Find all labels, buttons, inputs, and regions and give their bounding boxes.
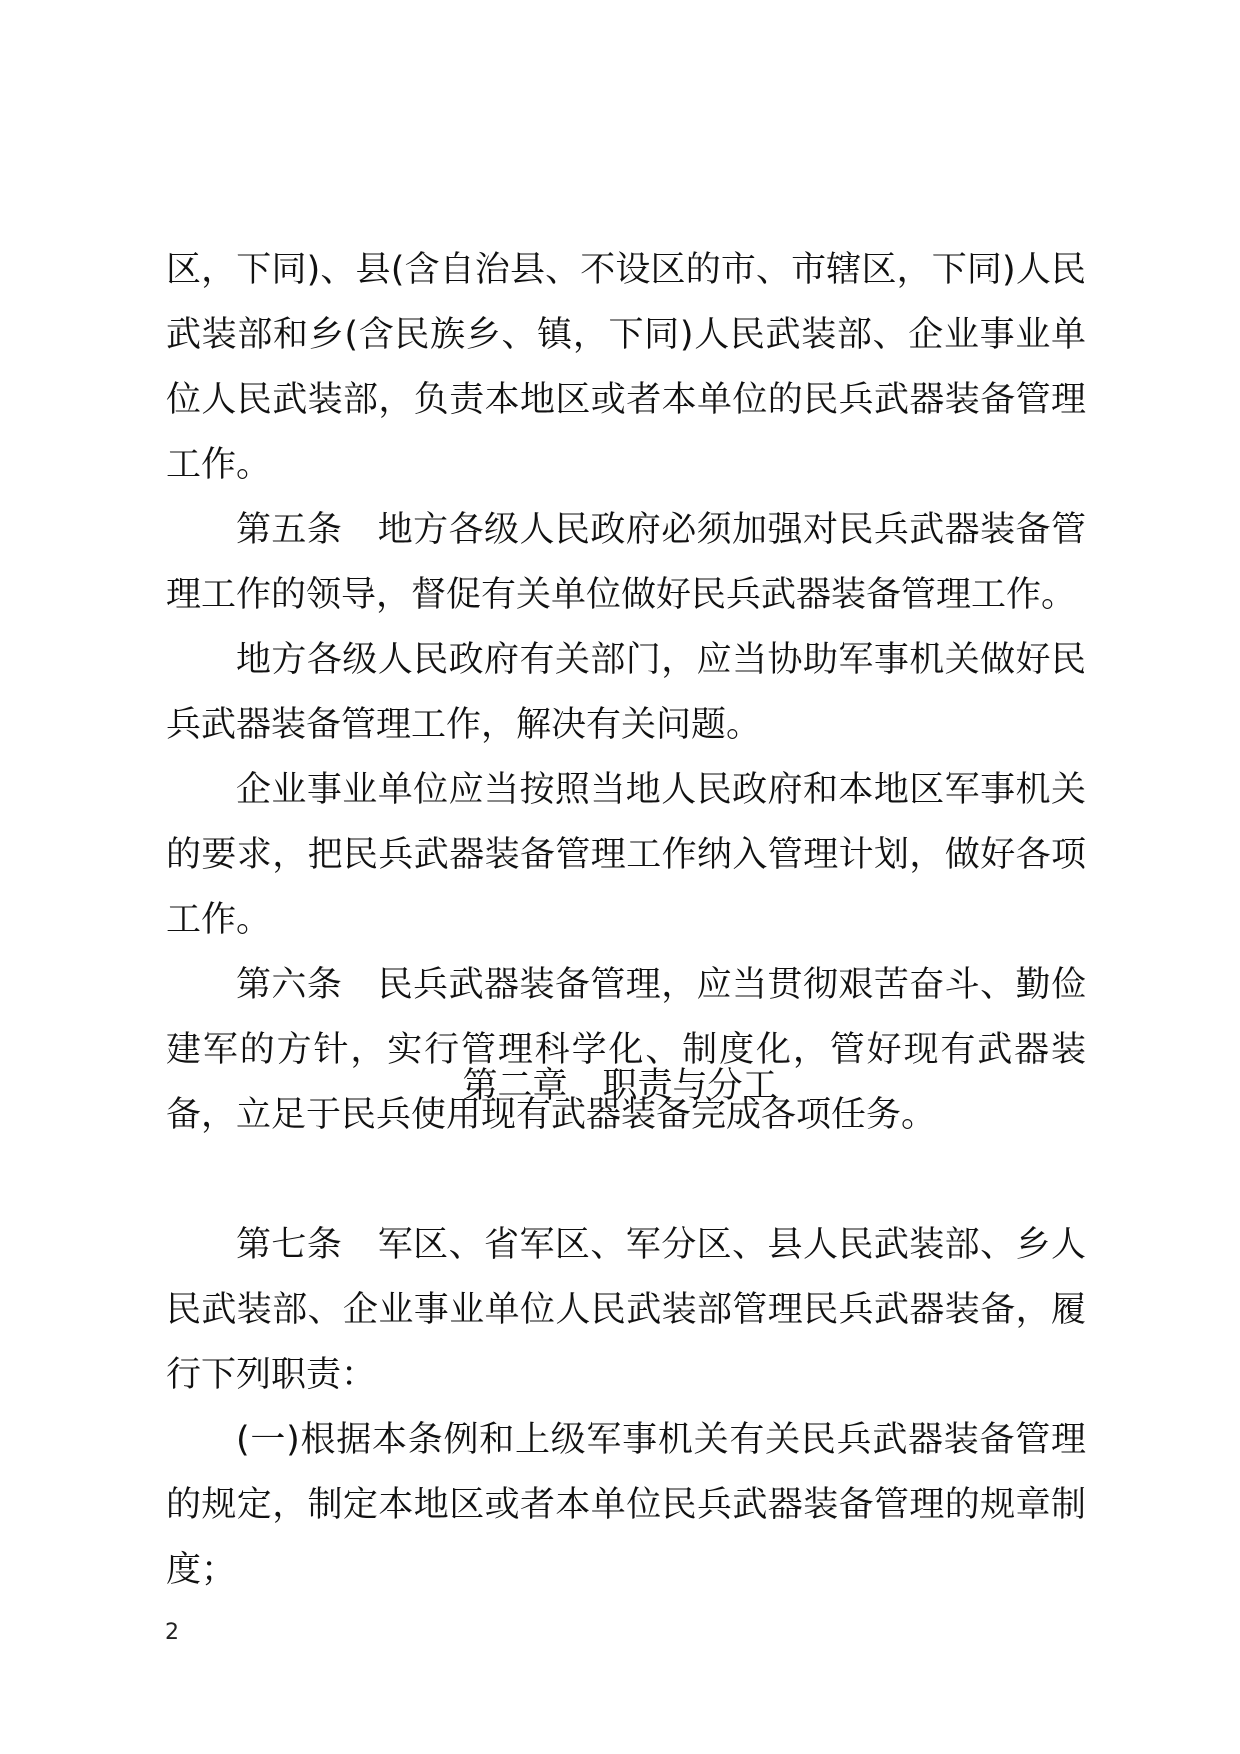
chapter-heading: 第二章 职责与分工 xyxy=(462,1066,778,1106)
body-text-top xyxy=(166,238,1086,1148)
article-7-paragraph: 第七条 军区、省军区、军分区、县人民武装部、乡人民武装部、企业事业单位人民武装部管理民兵武器装备，履行下列职责： xyxy=(166,1225,1086,1395)
article-6-paragraph: 第六条 民兵武器装备管理，应当贯彻艰苦奋斗、勤俭建军的方针，实行管理科学化、制度化，管好现有武器装备，立足于民兵使用现有武器装备完成各项任务。 xyxy=(166,965,1086,1135)
page-number: 2 xyxy=(165,1620,179,1645)
article-5-paragraph-2: 地方各级人民政府有关部门，应当协助军事机关做好民兵武器装备管理工作，解决有关问题。 xyxy=(166,640,1086,745)
article-5-paragraph: 第五条 地方各级人民政府必须加强对民兵武器装备管理工作的领导，督促有关单位做好民兵武器装备管理工作。 xyxy=(166,510,1086,615)
article-7-item-1: (一)根据本条例和上级军事机关有关民兵武器装备管理的规定，制定本地区或者本单位民兵武器装备管理的规章制度； xyxy=(166,1420,1086,1590)
article-5-paragraph-3: 企业事业单位应当按照当地人民政府和本地区军事机关的要求，把民兵武器装备管理工作纳入管理计划，做好各项工作。 xyxy=(166,770,1086,940)
paragraph-continued: 区，下同)、县(含自治县、不设区的市、市辖区，下同)人民武装部和乡(含民族乡、镇，下同)人民武装部、企业事业单位人民武装部，负责本地区或者本单位的民兵武器装备管理工作。 xyxy=(166,250,1086,485)
body-text-bottom xyxy=(166,1213,1086,1603)
